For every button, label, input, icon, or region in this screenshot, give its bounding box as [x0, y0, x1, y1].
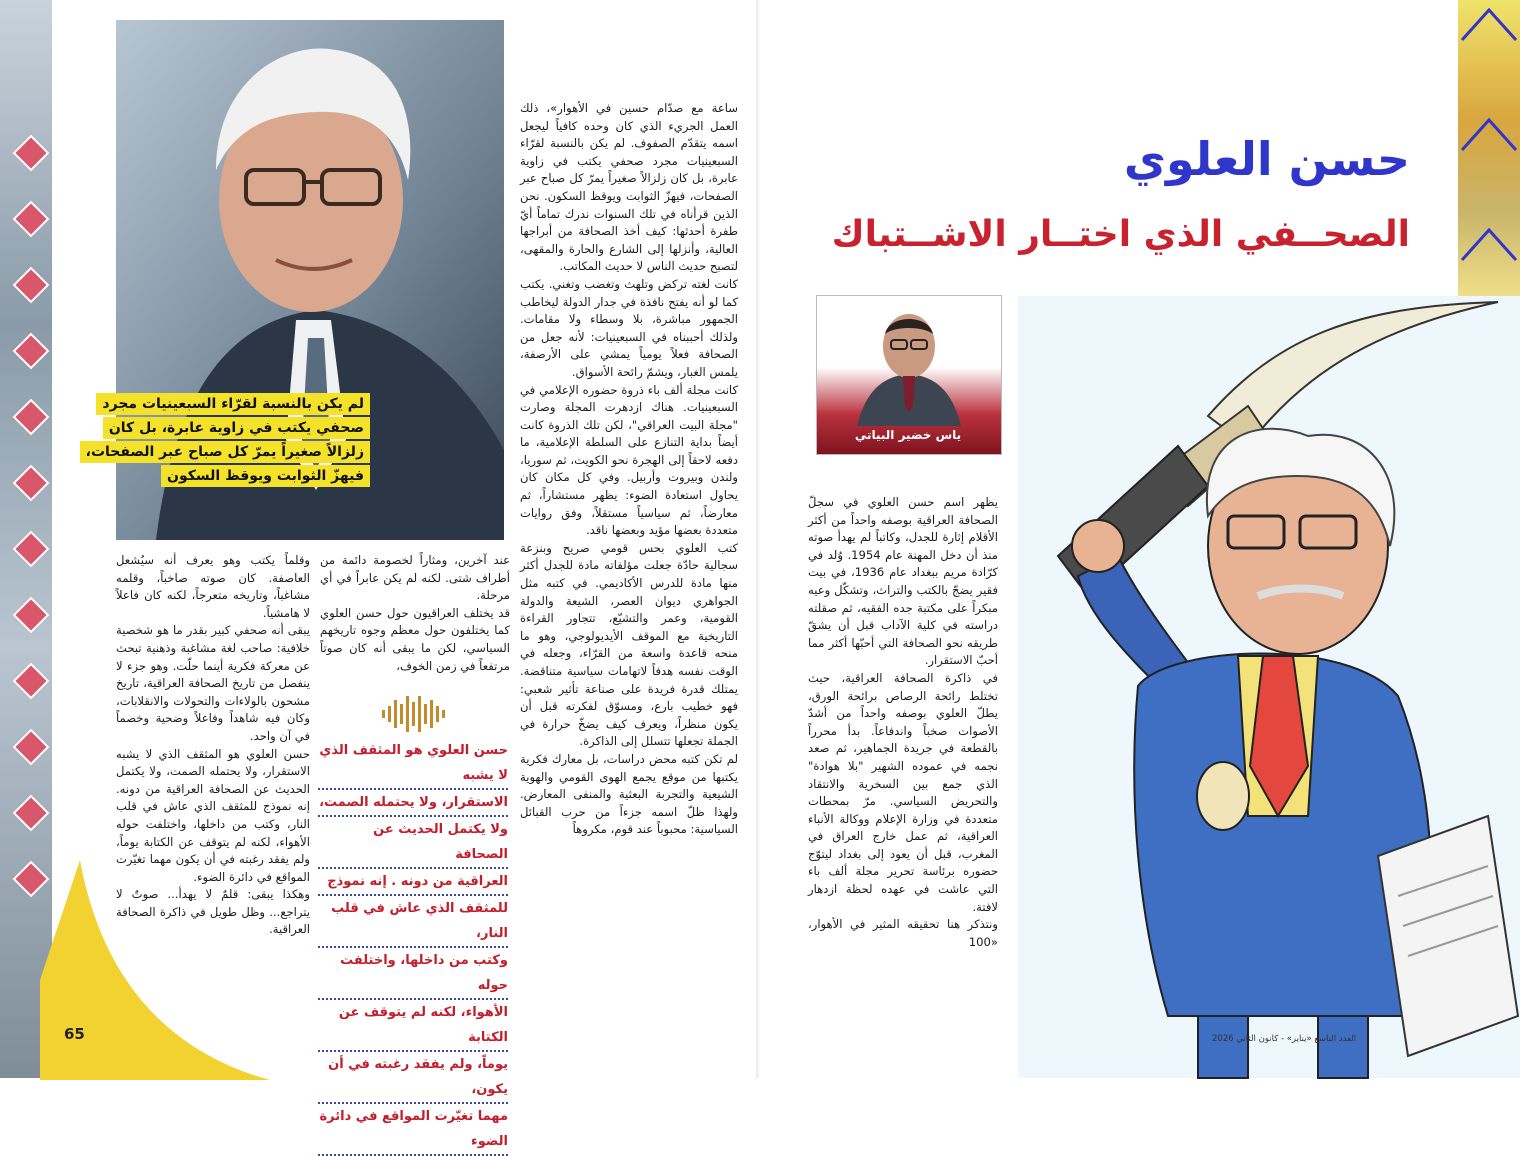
paragraph: ونتذكر هنا تحقيقه المثير في الأهوار، «100: [808, 917, 998, 949]
author-name: ياس خضير البياتي: [854, 428, 962, 442]
highlight-quote-line: فيهزّ الثوابت ويوقظ السكون: [161, 465, 370, 487]
paragraph: كانت لغته تركض وتلهث وتغضب وتغني. يكتب كما لو أنه يفتح نافذة في جدار الدولة ليخاطب الجمهور مباشرة، بلا وسطاء ولا مقامات. ولذلك أحببناه في السبعينيات: لأنه جعل من الصحافة فعلاً يومياً يمشي على الأرصفة، يلمس الغبار، ويشمّ رائحة الأسواق.: [520, 276, 738, 379]
highlight-quote-line: لم يكن بالنسبة لقرّاء السبعينيات مجرد: [96, 393, 370, 415]
article-title: حسن العلوي: [1123, 132, 1410, 186]
pull-quote-line: ولا يكتمل الحديث عن الصحافة: [318, 817, 508, 869]
pull-quote-line: وكتب من داخلها، واختلفت حوله: [318, 948, 508, 1000]
caricature-drawing: [1018, 296, 1520, 1078]
article-column-inner: [320, 552, 510, 682]
pull-quote-line: مهما تغيّرت المواقع في دائرة الضوء: [318, 1104, 508, 1156]
right-page: [760, 0, 1520, 1078]
paragraph: كانت مجلة ألف باء ذروة حضوره الإعلامي في السبعينيات. هناك ازدهرت المجلة وصارت "مجلة البيت العراقي"، لكن تلك الذروة كانت أيضاً بداية التنازع على السلطة الإعلامية، ما دفعه لاحقاً إلى الهجرة نحو الكويت، ثم سوريا، ولندن وبيروت وأربيل. وفي كل مكان كان يحاول استعادة الضوء: يظهر مستشاراً، ثم معارضاً، ثم سياسياً مستقلاً، وفق روايات متعددة بعضها مؤيد وبعضها ناقد.: [520, 382, 738, 538]
paragraph: يظهر اسم حسن العلوي في سجلّ الصحافة العراقية بوصفه واحداً من أكثر الأقلام إثارة للجدل، وكاتباً لم يهدأ صوته منذ أن دخل المهنة عام 1954. وُلد في كرّادة مريم ببغداد عام 1936، في بيت فقير يضجّ بالكتب والتراث، وتشكّل وعيه مبكراً على مكتبة جده الفقيه، ثم صقلته دراسته في كلية الآداب قبل أن يشقّ طريقه نحو الصحافة التي أحبّها أكثر مما أحبّ الاستقرار.: [808, 495, 998, 668]
pull-quote-line: العراقية من دونه . إنه نموذج: [318, 869, 508, 896]
paragraph: وقلماً يكتب وهو يعرف أنه سيُشعل العاصفة. كان صوته صاخباً، وقلمه مشاغباً، وتاريخه متعرجاً، لكنه كان فاعلاً لا هامشياً.: [116, 553, 310, 620]
article-column-intro: [808, 494, 998, 974]
caricature-illustration: [1018, 296, 1520, 1078]
paragraph: يبقى أنه صحفي كبير بقدر ما هو شخصية خلافية: صاحب لغة مشاغبة وذهنية تبحث عن معركة فكرية أينما حلّت. وهو جزء لا ينفصل من تاريخ الصحافة العراقية، تاريخ مشحون بالولاءات والتحولات والانقلابات، وكان فيه شاهداً وفاعلاً وضحية وخصماً في آن واحد.: [116, 623, 310, 743]
pull-quote-line: للمثقف الذي عاش في قلب النار،: [318, 896, 508, 948]
paragraph: لم تكن كتبه محض دراسات، بل معارك فكرية يكتبها من موقع يجمع الهوى القومي والهوية الشيعية والتجربة البعثية والمنفى المعارض. ولهذا ظلّ اسمه جزءاً من حرب القبائل السياسية: محبوباً عند قوم، مكروهاً: [520, 751, 738, 837]
article-column-middle: [520, 100, 738, 980]
paragraph: كتب العلوي بحس قومي صريح وبنزعة سجالية حادّة جعلت مؤلفاته مادة للجدل أكثر منها مادة للدرس الأكاديمي. في كتبه مثل الجواهري ديوان العصر، الشيعة والدولة القومية، وعمر والتشيّع، تتجاور القراءة التاريخية مع الموقف الأيديولوجي، وهو ما منحه قاعدة واسعة من القرّاء، وجعله في الوقت نفسه هدفاً لاتهامات سياسية متناقضة. يمتلك قدرة فريدة على صناعة تأثير شعبي: فهو خطيب بارع، ومسوّق لفكرته قبل أن يكون منظراً، ويعرف كيف يضخّ حرارة في الجملة تجعلها تتسلل إلى الذاكرة.: [520, 540, 738, 749]
pull-quote: [318, 738, 508, 1156]
paragraph: عند آخرين، ومثاراً لخصومة دائمة من أطراف شتى. لكنه لم يكن عابراً في أي مرحلة.: [320, 553, 510, 603]
paragraph: حسن العلوي هو المثقف الذي لا يشبه الاستقرار، ولا يحتمله الصمت، ولا يكتمل الحديث عن الصحافة العراقية من دونه. إنه نموذج للمثقف الذي عاش في قلب النار، وكتب من داخلها، واختلفت حوله الأهواء، لكنه لم يتوقف عن الكتابة يوماً، ولم يفقد رغبته في أن يكون مهما تغيّرت المواقع في دائرة الضوء.: [116, 746, 310, 884]
paragraph: وهكذا يبقى: قلمٌ لا يهدأ... صوتٌ لا يتراجع... وظل طويل في ذاكرة الصحافة العراقية.: [116, 887, 310, 937]
article-subtitle: الصحــفي الذي اختــار الاشــتباك: [831, 214, 1410, 255]
issue-info: العدد التاسع «يناير» - كانون الثاني 2026: [1212, 1034, 1357, 1044]
left-page: [0, 0, 760, 1149]
pull-quote-line: حسن العلوي هو المثقف الذي لا يشبه: [318, 738, 508, 790]
article-column-outer: [116, 552, 310, 992]
highlight-quote-line: زلزالاً صغيراً يمرّ كل صباح عبر الصفحات،: [80, 441, 370, 463]
page-number: 65: [64, 1025, 85, 1043]
pull-quote-line: الاستقرار، ولا يحتمله الصمت،: [318, 790, 508, 817]
pull-quote-line: يوماً، ولم يفقد رغبته في أن يكون،: [318, 1052, 508, 1104]
highlight-quote: [60, 392, 370, 488]
soundwave-icon: [380, 694, 448, 734]
paragraph: قد يختلف العراقيون حول حسن العلوي كما يختلفون حول معظم وجوه تاريخهم السياسي، لكن ما يبقى أنه كان صوتاً مرتفعاً في زمن الخوف،: [320, 605, 510, 673]
decorative-chevrons: [1458, 0, 1520, 300]
highlight-quote-line: صحفي يكتب في زاوية عابرة، بل كان: [103, 417, 370, 439]
paragraph: في ذاكرة الصحافة العراقية، حيث تختلط رائحة الرصاص برائحة الورق، يطلّ العلوي بوصفه واحداً من أشدّ الأصوات صخباً واندفاعاً. بدأ محرراً بالقطعة في جريدة الجماهير، ثم صعد نجمه في عموده الشهير "بلا هوادة" الذي جمع بين السخرية والانتقاد والتحريض السياسي. مرّ بمحطات متعددة في وزارة الإعلام ووكالة الأنباء العراقية، ثم عمل خارج العراق في المغرب، قبل أن يعود إلى بغداد ليتوّج حضوره برئاسة تحرير مجلة ألف باء التي عاشت في عهده لحظة ازدهار لافتة.: [808, 670, 998, 914]
pull-quote-line: الأهواء، لكنه لم يتوقف عن الكتابة: [318, 1000, 508, 1052]
author-photo: [817, 296, 1001, 426]
paragraph: ساعة مع صدّام حسين في الأهوار»، ذلك العمل الجريء الذي كان وحده كافياً ليجعل اسمه يتقدّم الصفوف. لم يكن بالنسبة لقرّاء السبعينيات مجرد صحفي يكتب في زاوية عابرة، بل كان زلزالاً صغيراً يمرّ كل صباح عبر الصفحات، فيهزّ الثوابت ويوقظ السكون. نحن الذين قرأناه في تلك السنوات ندرك تماماً أيّ طفرة أحدثها: كيف أخذ الصحافة من أبراجها العالية، وأنزلها إلى الشارع والحارة والمقهى، لتصبح حديث الناس لا حديث المكاتب.: [520, 101, 738, 274]
